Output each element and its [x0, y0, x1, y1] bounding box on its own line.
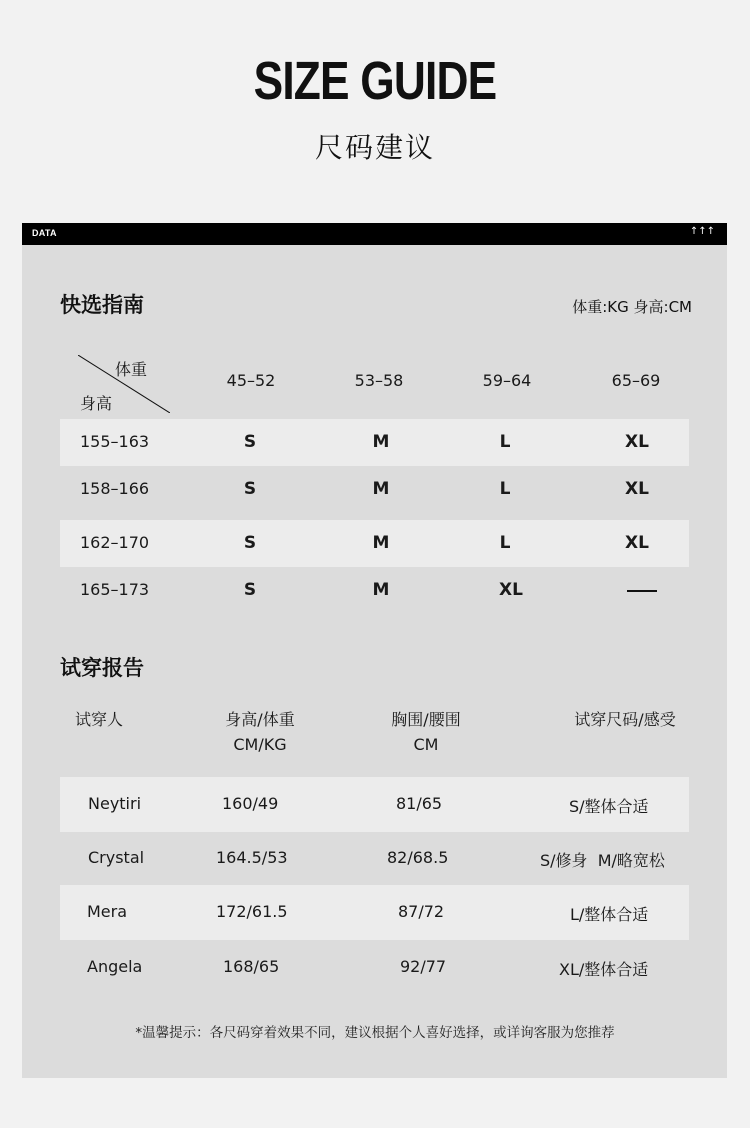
size-feel-value: L/整体合适 [570, 905, 649, 924]
height-weight-value: 164.5/53 [216, 848, 288, 867]
size-cell: M [372, 533, 390, 553]
weight-column-header: 45–52 [226, 371, 276, 390]
height-weight-value: 160/49 [222, 794, 279, 813]
tester-header [75, 707, 123, 732]
bust-waist-label: 胸围/腰围 [391, 710, 461, 729]
size-row [60, 520, 689, 567]
page-subtitle: 尺码建议 [314, 131, 435, 164]
trial-row [60, 831, 689, 886]
size-cell: L [499, 479, 511, 499]
panel-bar-label: DATA [32, 228, 57, 238]
height-range: 165–173 [80, 580, 150, 599]
size-cell: S [243, 432, 257, 452]
bust-waist-value: 87/72 [398, 902, 445, 921]
tester-name: Angela [87, 957, 143, 976]
unit-note: 体重:KG 身高:CM [572, 298, 692, 316]
height-weight-value: 172/61.5 [216, 902, 288, 921]
bust-waist-value: 82/68.5 [387, 848, 449, 867]
bust-waist-unit: CM [413, 735, 439, 754]
height-weight-value: 168/65 [223, 957, 280, 976]
size-cell: S [243, 580, 257, 600]
height-range: 155–163 [80, 432, 150, 451]
size-cell: S [243, 533, 257, 553]
size-cell: L [499, 432, 511, 452]
size-feel-value: S/修身 M/略宽松 [540, 851, 665, 870]
weight-column-header: 53–58 [354, 371, 404, 390]
bust-waist-value: 92/77 [400, 957, 447, 976]
quick-guide-title: 快选指南 [60, 293, 144, 317]
height-range: 158–166 [80, 479, 150, 498]
size-cell: M [372, 580, 390, 600]
height-weight-label: 身高/体重 [225, 710, 295, 729]
trial-report-title: 试穿报告 [60, 656, 144, 680]
size-cell: S [243, 479, 257, 499]
footnote: *温馨提示：各尺码穿着效果不同，建议根据个人喜好选择，或详询客服为您推荐 [135, 1025, 615, 1041]
arrows-up-icon: ↑↑↑ [689, 226, 715, 237]
not-available-dash [627, 590, 657, 592]
tester-name: Mera [87, 902, 128, 921]
height-range: 162–170 [80, 533, 150, 552]
size-feel-value: XL/整体合适 [559, 960, 649, 979]
size-cell: XL [499, 580, 523, 600]
tester-name: Crystal [88, 848, 145, 867]
weight-column-header: 59–64 [482, 371, 532, 390]
corner-label-weight: 体重 [115, 360, 148, 379]
size-row [60, 419, 689, 466]
size-feel-label: 试穿尺码/感受 [574, 710, 676, 729]
panel-header-bar [22, 223, 727, 245]
page-title: SIZE GUIDE [253, 51, 497, 111]
size-row [60, 466, 689, 513]
trial-row [60, 777, 689, 832]
trial-row [60, 940, 689, 995]
size-cell: XL [625, 533, 649, 553]
size-row [60, 567, 689, 614]
height-weight-header [200, 707, 320, 757]
weight-column-header: 65–69 [611, 371, 661, 390]
size-cell: M [372, 479, 390, 499]
tester-name: Neytiri [88, 794, 142, 813]
tester-header-label: 试穿人 [75, 710, 124, 729]
size-cell: M [372, 432, 390, 452]
size-cell: XL [625, 479, 649, 499]
height-weight-unit: CM/KG [233, 735, 287, 754]
corner-label-height: 身高 [80, 394, 113, 413]
bust-waist-value: 81/65 [396, 794, 443, 813]
bust-waist-header [366, 707, 486, 757]
size-feel-value: S/整体合适 [569, 797, 649, 816]
trial-row [60, 885, 689, 940]
size-cell: XL [625, 432, 649, 452]
size-feel-header [555, 707, 695, 732]
size-cell: L [499, 533, 511, 553]
